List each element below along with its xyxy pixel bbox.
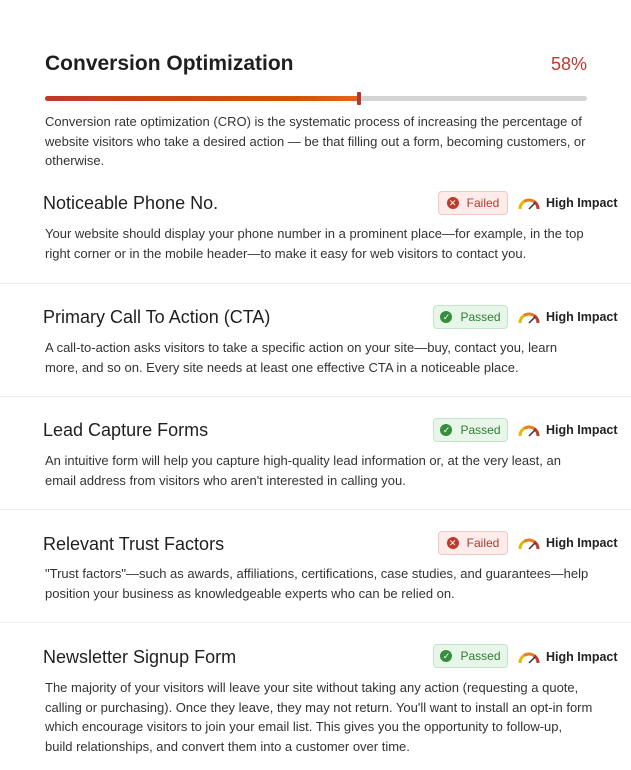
section-intro: Conversion rate optimization (CRO) is the systematic process of increasing the percentage of website visitors who take a desired action — be that filling out a form, becoming customers, or otherwise. [45,114,586,168]
failed-x-icon: ✕ [447,197,459,209]
passed-check-icon: ✓ [440,424,452,436]
status-label: Passed [460,310,501,324]
check-item-phone [0,183,631,284]
check-item-newsletter [0,622,631,770]
impact-gauge-icon [518,197,540,210]
status-badge [438,191,508,215]
check-item-lead-forms [0,396,631,510]
failed-x-icon: ✕ [447,537,459,549]
impact-label: High Impact [546,310,618,324]
progress-marker [357,92,361,105]
status-badge [433,418,508,442]
check-description: Your website should display your phone number in a prominent place—for example, in the top right corner or in the mobile header—to make it easy for web visitors to contact you. [45,226,584,261]
check-title: Relevant Trust Factors [43,534,225,554]
check-description: The majority of your visitors will leave your site without taking any action (requesting a quote, calling or purchasing). Once they leave, they may not return. You'll want to install an opt-in form which encourage visitors to join your email list. This gives you the opportunity to follow-up, build relationships, and convert them into a customer over time. [45,680,593,754]
status-label: Failed [466,196,500,210]
check-item-trust-factors [0,509,631,623]
impact-indicator [518,423,618,437]
impact-indicator [518,536,618,550]
check-title: Newsletter Signup Form [43,647,237,667]
progress-fill [45,96,359,101]
check-title: Lead Capture Forms [43,420,209,440]
impact-gauge-icon [518,424,540,437]
check-description: An intuitive form will help you capture high-quality lead information or, at the very least, an email address from visitors who aren't interested in calling you. [45,453,561,488]
check-title: Primary Call To Action (CTA) [43,307,271,327]
impact-gauge-icon [518,537,540,550]
passed-check-icon: ✓ [440,650,452,662]
status-label: Failed [466,536,500,550]
status-badge [433,305,508,329]
status-label: Passed [460,649,501,663]
passed-check-icon: ✓ [440,311,452,323]
impact-gauge-icon [518,311,540,324]
score-progress-bar [45,96,587,101]
impact-indicator [518,196,618,210]
score-percent: 58% [550,54,587,74]
impact-indicator [518,310,618,324]
impact-label: High Impact [546,650,618,664]
status-badge [438,531,508,555]
impact-label: High Impact [546,196,618,210]
impact-indicator [518,650,618,664]
status-badge [433,644,508,668]
check-description: "Trust factors"—such as awards, affiliations, certifications, case studies, and guarantees—help position your business as knowledgeable experts who can be relied on. [45,566,589,601]
page-title: Conversion Optimization [45,52,294,75]
section-header [45,52,587,76]
check-description: A call-to-action asks visitors to take a specific action on your site—buy, contact you, learn more, and so on. Every site needs at least one effective CTA in a noticeable place. [45,340,558,375]
impact-label: High Impact [546,423,618,437]
check-title: Noticeable Phone No. [43,193,219,213]
impact-label: High Impact [546,536,618,550]
check-item-cta [0,283,631,397]
status-label: Passed [460,423,501,437]
impact-gauge-icon [518,651,540,664]
